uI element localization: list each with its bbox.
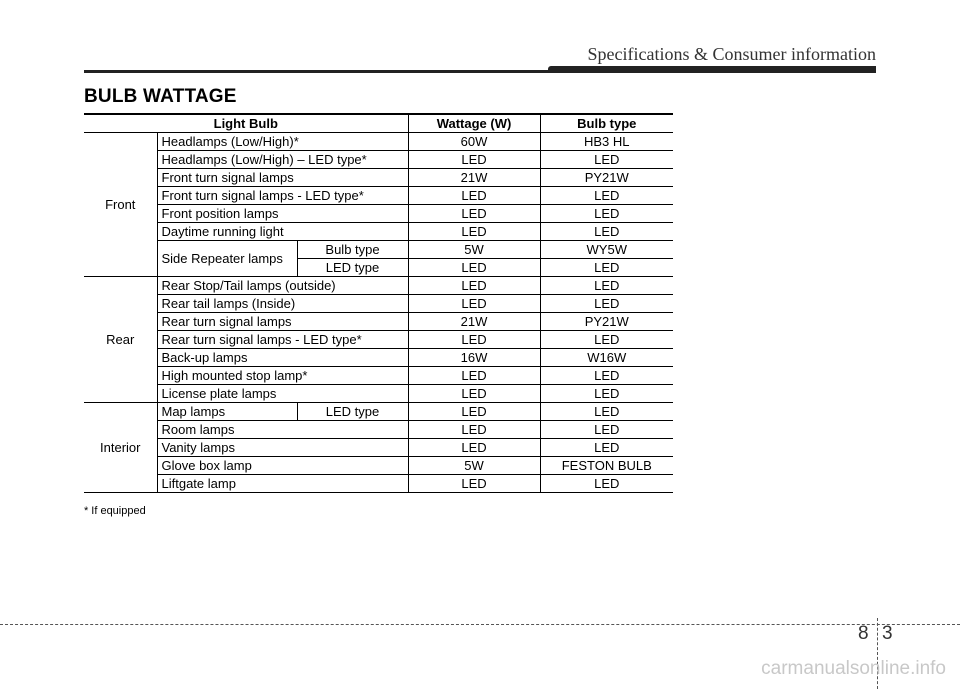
bulb-type-cell: LED	[540, 151, 673, 169]
lamp-name: Liftgate lamp	[157, 475, 408, 493]
lamp-name: Headlamps (Low/High)*	[157, 133, 408, 151]
table-row	[84, 421, 673, 439]
bulb-type-cell: W16W	[540, 349, 673, 367]
wattage-cell: LED	[408, 295, 540, 313]
table-row	[84, 349, 673, 367]
wattage-cell: LED	[408, 151, 540, 169]
page-number: 3	[882, 623, 893, 644]
wattage-cell: LED	[408, 259, 540, 277]
wattage-cell: LED	[408, 439, 540, 457]
table-row	[84, 205, 673, 223]
table-row	[84, 187, 673, 205]
table-row	[84, 277, 673, 295]
table-row	[84, 475, 673, 493]
bulb-wattage-table	[84, 113, 673, 493]
watermark: carmanualsonline.info	[761, 658, 946, 679]
footnote-marker: *	[84, 505, 89, 517]
bulb-type-cell: LED	[540, 475, 673, 493]
lamp-subtype: Bulb type	[297, 241, 408, 259]
table-row	[84, 331, 673, 349]
wattage-cell: LED	[408, 385, 540, 403]
lamp-name: Rear turn signal lamps - LED type*	[157, 331, 408, 349]
wattage-cell: LED	[408, 187, 540, 205]
lamp-name: Headlamps (Low/High) – LED type*	[157, 151, 408, 169]
wattage-cell: 21W	[408, 313, 540, 331]
bulb-type-cell: LED	[540, 223, 673, 241]
bulb-type-cell: LED	[540, 277, 673, 295]
bulb-type-cell: LED	[540, 403, 673, 421]
col-header-bulb-type: Bulb type	[540, 114, 673, 133]
table-row	[84, 295, 673, 313]
group-label-front: Front	[84, 133, 157, 277]
lamp-name: Vanity lamps	[157, 439, 408, 457]
lamp-name: Daytime running light	[157, 223, 408, 241]
wattage-cell: 5W	[408, 457, 540, 475]
footer-rule	[0, 624, 960, 625]
table-row	[84, 133, 673, 151]
bulb-type-cell: WY5W	[540, 241, 673, 259]
bulb-type-cell: PY21W	[540, 169, 673, 187]
table-row	[84, 223, 673, 241]
table-row	[84, 169, 673, 187]
lamp-name: Side Repeater lamps	[157, 241, 297, 277]
col-header-wattage: Wattage (W)	[408, 114, 540, 133]
lamp-name: Room lamps	[157, 421, 408, 439]
wattage-cell: LED	[408, 331, 540, 349]
group-label-interior: Interior	[84, 403, 157, 493]
table-row	[84, 241, 673, 259]
wattage-cell: LED	[408, 367, 540, 385]
footnote-text: If equipped	[91, 505, 146, 517]
wattage-cell: 16W	[408, 349, 540, 367]
table-row	[84, 151, 673, 169]
col-header-light-bulb: Light Bulb	[84, 114, 408, 133]
wattage-cell: LED	[408, 277, 540, 295]
table-header-row	[84, 114, 673, 133]
group-label-rear: Rear	[84, 277, 157, 403]
table-row	[84, 439, 673, 457]
wattage-cell: 21W	[408, 169, 540, 187]
lamp-name: Map lamps	[157, 403, 297, 421]
bulb-type-cell: LED	[540, 421, 673, 439]
bulb-type-cell: LED	[540, 205, 673, 223]
bulb-type-cell: LED	[540, 385, 673, 403]
bulb-type-cell: LED	[540, 331, 673, 349]
table-row	[84, 403, 673, 421]
lamp-name: Glove box lamp	[157, 457, 408, 475]
wattage-cell: 5W	[408, 241, 540, 259]
lamp-name: Rear tail lamps (Inside)	[157, 295, 408, 313]
lamp-name: Front position lamps	[157, 205, 408, 223]
lamp-subtype: LED type	[297, 403, 408, 421]
page-header-title: Specifications & Consumer information	[587, 44, 876, 64]
table-row	[84, 385, 673, 403]
wattage-cell: LED	[408, 421, 540, 439]
header-rule	[84, 70, 876, 73]
footnote	[84, 505, 146, 517]
chapter-number: 8	[858, 623, 869, 644]
lamp-name: License plate lamps	[157, 385, 408, 403]
bulb-type-cell: PY21W	[540, 313, 673, 331]
bulb-type-cell: LED	[540, 259, 673, 277]
lamp-name: Back-up lamps	[157, 349, 408, 367]
wattage-cell: LED	[408, 475, 540, 493]
lamp-subtype: LED type	[297, 259, 408, 277]
bulb-type-cell: LED	[540, 187, 673, 205]
section-title: BULB WATTAGE	[84, 86, 237, 107]
bulb-type-cell: LED	[540, 439, 673, 457]
wattage-cell: LED	[408, 223, 540, 241]
table-row	[84, 313, 673, 331]
lamp-name: Front turn signal lamps - LED type*	[157, 187, 408, 205]
table-row	[84, 457, 673, 475]
wattage-cell: 60W	[408, 133, 540, 151]
bulb-type-cell: HB3 HL	[540, 133, 673, 151]
lamp-name: Front turn signal lamps	[157, 169, 408, 187]
bulb-type-cell: FESTON BULB	[540, 457, 673, 475]
lamp-name: High mounted stop lamp*	[157, 367, 408, 385]
wattage-cell: LED	[408, 403, 540, 421]
bulb-type-cell: LED	[540, 367, 673, 385]
bulb-type-cell: LED	[540, 295, 673, 313]
wattage-cell: LED	[408, 205, 540, 223]
table-row	[84, 367, 673, 385]
lamp-name: Rear turn signal lamps	[157, 313, 408, 331]
lamp-name: Rear Stop/Tail lamps (outside)	[157, 277, 408, 295]
